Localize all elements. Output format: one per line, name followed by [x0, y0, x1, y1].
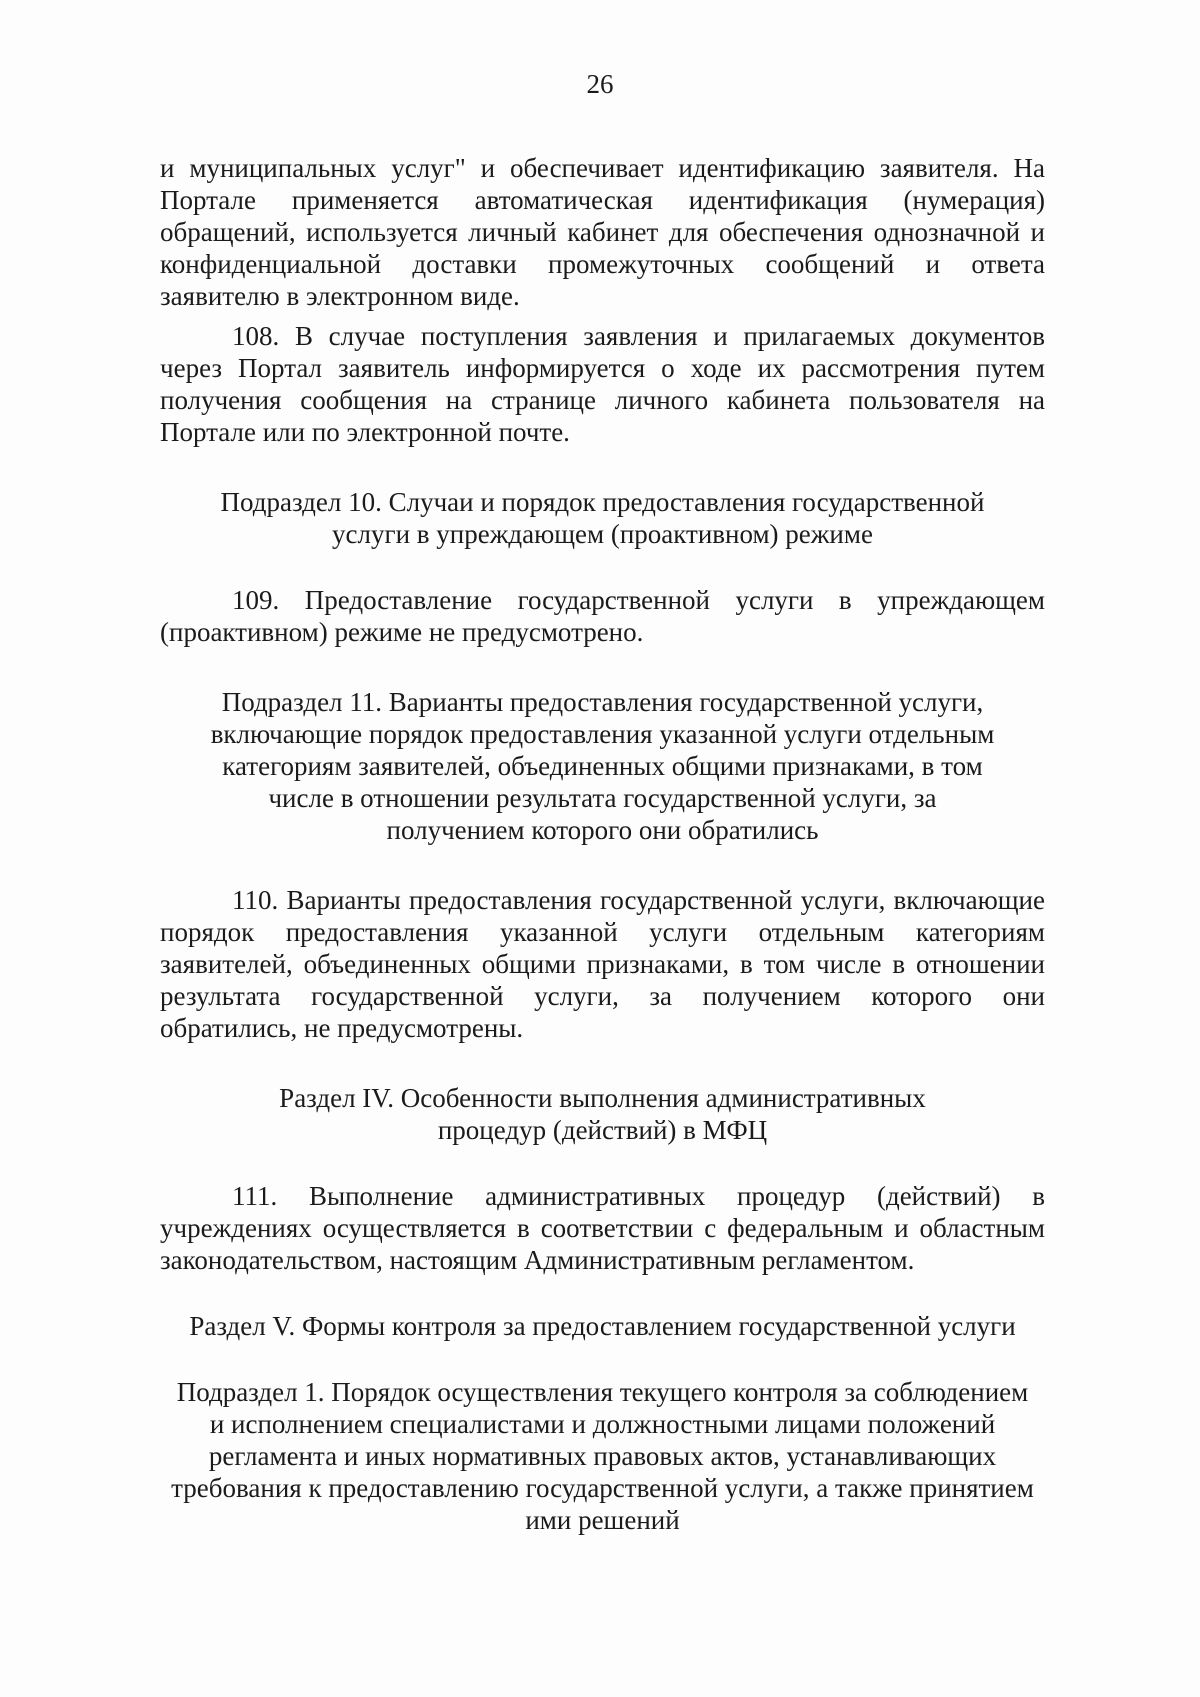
paragraph-110: 110. Варианты предоставления государственной услуги, включающие порядок предоставления указанной услуги отдельным категориям заявителей, объединенных общими признаками, в том числе в отношении результата государственной услуги, за получением которого они обратились, не предусмотрены. — [160, 885, 1045, 1043]
paragraph-109: 109. Предоставление государственной услуги в упреждающем (проактивном) режиме не предусмотрено. — [160, 585, 1045, 647]
paragraph-continuation: и муниципальных услуг" и обеспечивает идентификацию заявителя. На Портале применяется автоматическая идентификация (нумерация) обращений, используется личный кабинет для обеспечения однозначной и конфиденциальной доставки промежуточных сообщений и ответа заявителю в электронном виде. — [160, 153, 1045, 311]
heading-subsection-11: Подраздел 11. Варианты предоставления государственной услуги, включающие порядок предоставления указанной услуги отдельным категориям заявителей, объединенных общими признаками, в том числе в отношении результата государственной услуги, за получением которого они обратились — [210, 687, 995, 845]
heading-subsection-1: Подраздел 1. Порядок осуществления текущего контроля за соблюдением и исполнением специалистами и должностными лицами положений регламента и иных нормативных правовых актов, устанавливающих требования к предоставлению государственной услуги, а также принятием ими решений — [171, 1377, 1034, 1535]
document-body — [160, 152, 1045, 1536]
paragraph-111: 111. Выполнение административных процедур (действий) в учреждениях осуществляется в соответствии с федеральным и областным законодательством, настоящим Административным регламентом. — [160, 1181, 1045, 1275]
page-number: 26 — [586, 69, 614, 99]
heading-section-5: Раздел V. Формы контроля за предоставлением государственной услуги — [189, 1311, 1016, 1341]
heading-section-4: Раздел IV. Особенности выполнения административных процедур (действий) в МФЦ — [279, 1083, 926, 1145]
paragraph-108: 108. В случае поступления заявления и прилагаемых документов через Портал заявитель информируется о ходе их рассмотрения путем получения сообщения на странице личного кабинета пользователя на Портале или по электронной почте. — [160, 321, 1045, 447]
heading-subsection-10: Подраздел 10. Случаи и порядок предоставления государственной услуги в упреждающем (проактивном) режиме — [220, 487, 985, 549]
